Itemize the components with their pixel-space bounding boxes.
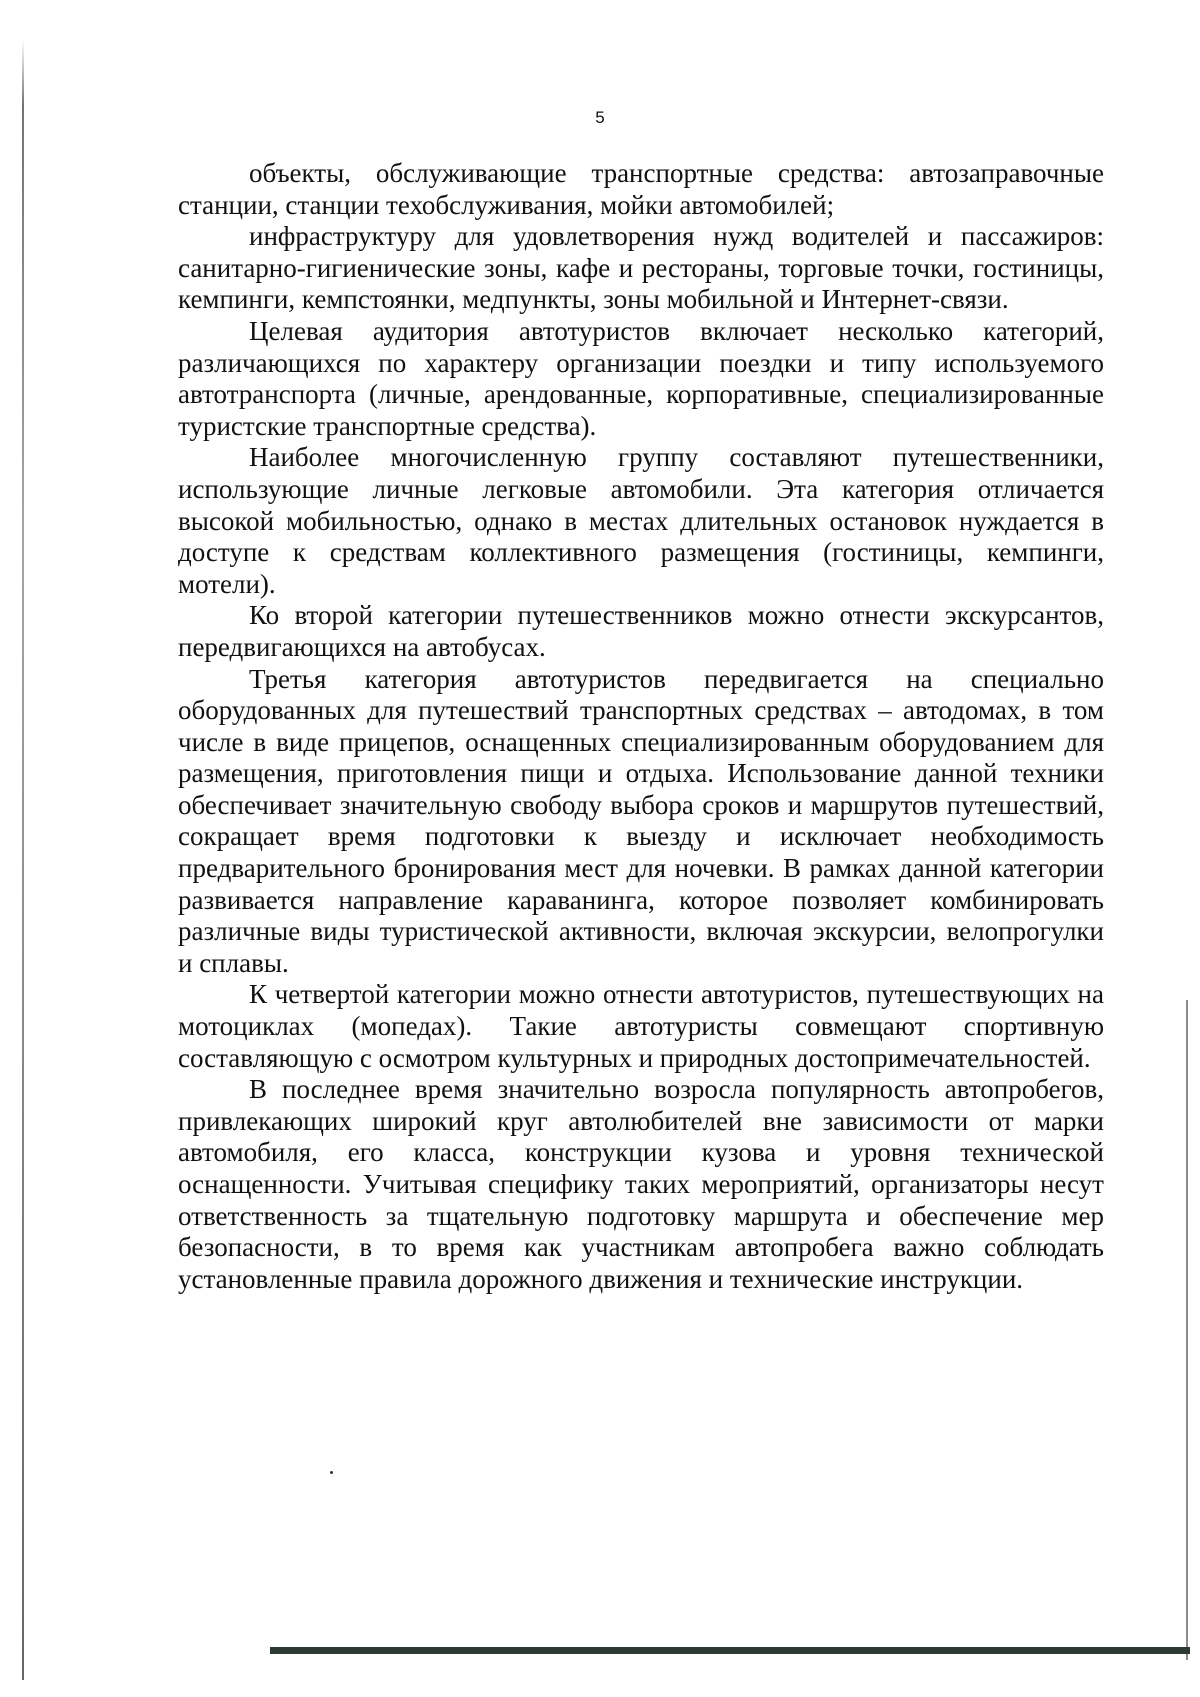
paragraph-fourth-category: К четвертой категории можно отнести автотуристов, путешествующих на мотоциклах (мопедах). Такие автотуристы совмещают спортивную составляющую с осмотром культурных и природных достопримечательностей. [178,979,1104,1073]
paragraph-third-category: Третья категория автотуристов передвигается на специально оборудованных для путешествий транспортных средствах – автодомах, в том числе в виде прицепов, оснащенных специализированным оборудованием для размещения, приготовления пищи и отдыха. Использование данной техники обеспечивает значительную свободу выбора сроков и маршрутов путешествий, сокращает время подготовки к выезду и исключает необходимость предварительного бронирования мест для ночевки. В рамках данной категории развивается направление караванинга, которое позволяет комбинировать различные виды туристической активности, включая экскурсии, велопрогулки и сплавы. [178,663,1104,978]
scan-edge-left [22,40,24,1680]
paragraph-service-objects: объекты, обслуживающие транспортные средства: автозаправочные станции, станции техобслуживания, мойки автомобилей; [178,158,1104,220]
page-number: 5 [595,108,605,127]
paragraph-infrastructure: инфраструктуру для удовлетворения нужд водителей и пассажиров: санитарно-гигиенические зоны, кафе и рестораны, торговые точки, гостиницы, кемпинги, кемпстоянки, медпункты, зоны мобильной и Интернет-связи. [178,221,1104,315]
scan-speck [330,1471,333,1474]
document-body [178,158,1104,1295]
paragraph-auto-rallies: В последнее время значительно возросла популярность автопробегов, привлекающих широкий круг автолюбителей вне зависимости от марки автомобиля, его класса, конструкции кузова и уровня технической оснащенности. Учитывая специфику таких мероприятий, организаторы несут ответственность за тщательную подготовку маршрута и обеспечение мер безопасности, в то время как участникам автопробега важно соблюдать установленные правила дорожного движения и технические инструкции. [178,1074,1104,1294]
paragraph-first-category: Наиболее многочисленную группу составляют путешественники, использующие личные легковые автомобили. Эта категория отличается высокой мобильностью, однако в местах длительных остановок нуждается в доступе к средствам коллективного размещения (гостиницы, кемпинги, мотели). [178,442,1104,599]
scan-edge-right [1186,1000,1188,1660]
paragraph-second-category: Ко второй категории путешественников можно отнести экскурсантов, передвигающихся на автобусах. [178,600,1104,662]
paragraph-target-audience: Целевая аудитория автотуристов включает несколько категорий, различающихся по характеру организации поездки и типу используемого автотранспорта (личные, арендованные, корпоративные, специализированные туристские транспортные средства). [178,315,1104,441]
scan-edge-bottom [270,1647,1190,1654]
